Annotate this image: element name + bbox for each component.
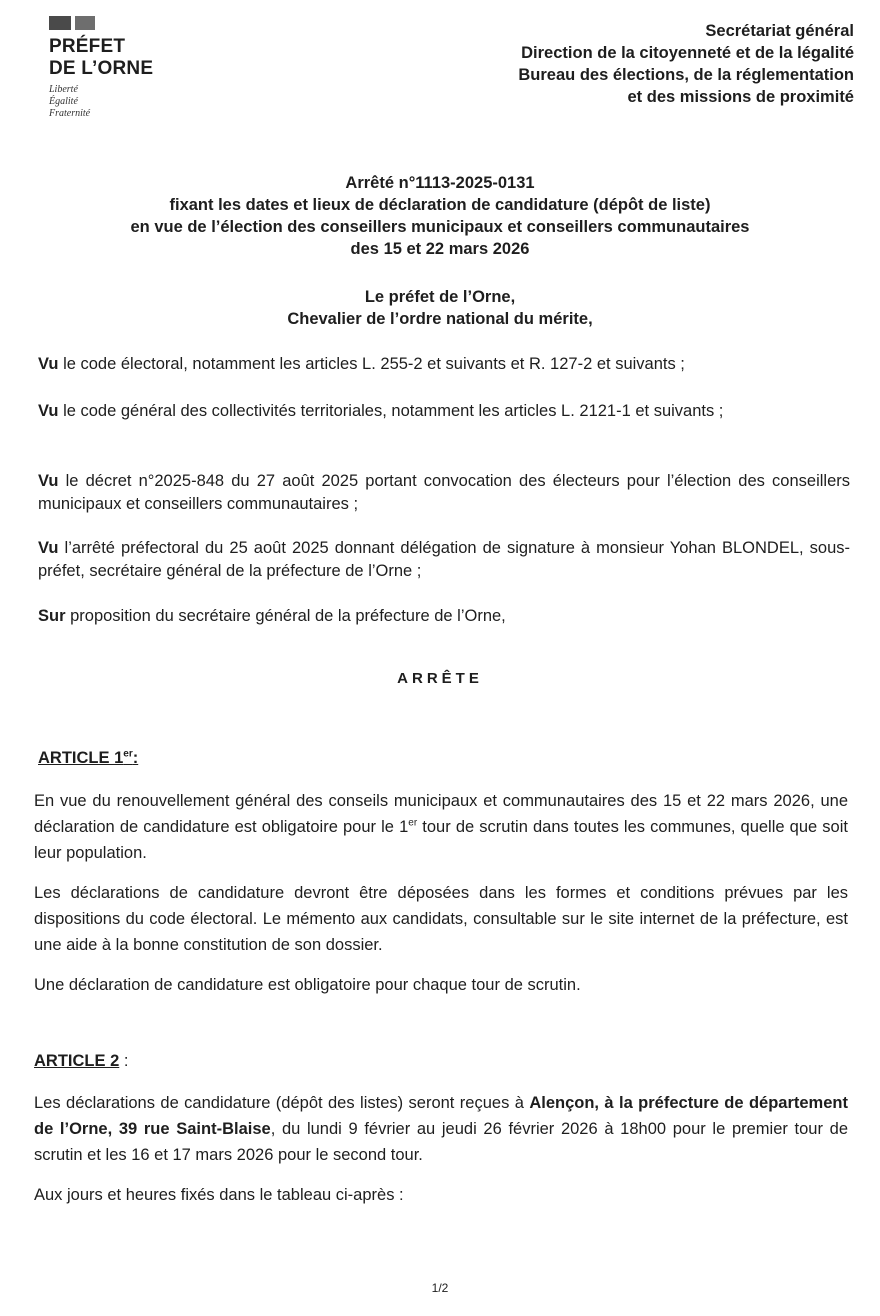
visa-lead: Vu (38, 355, 59, 373)
visa-lead: Vu (38, 472, 59, 490)
visa-text: proposition du secrétaire général de la préfecture de l’Orne, (65, 607, 506, 625)
arrete-heading: ARRÊTE (397, 670, 483, 687)
page-number: 1/2 (431, 1281, 449, 1295)
text: , du lundi 9 février au jeudi 26 février 2026 à 18h00 pour le premier tour de scrutin et les 16 et 17 mars 2026 pour le second tour. (34, 1120, 848, 1164)
prefecture-logo (49, 16, 153, 120)
text: tour de scrutin dans toutes les communes, quelle que soit leur population. (34, 818, 848, 862)
decree-subject-line: des 15 et 22 mars 2026 (350, 240, 530, 258)
issuing-service (518, 20, 854, 108)
superscript: er (408, 817, 418, 829)
article-1-paragraph: Une déclaration de candidature est obligatoire pour chaque tour de scrutin. (34, 976, 581, 994)
article-1-paragraph (34, 788, 848, 866)
visa-paragraph (38, 353, 850, 376)
visa-text: le décret n°2025-848 du 27 août 2025 portant convocation des électeurs pour l’élection des conseillers municipaux et conseillers communautaires ; (38, 472, 850, 513)
article-heading-colon: : (132, 749, 139, 767)
prefet-title (0, 286, 880, 330)
decree-subject-line: fixant les dates et lieux de déclaration de candidature (dépôt de liste) (169, 196, 711, 214)
visa-text: l’arrêté préfectoral du 25 août 2025 donnant délégation de signature à monsieur Yohan BLONDEL, sous-préfet, secrétaire général de la préfecture de l’Orne ; (38, 539, 850, 580)
motto-fraternite: Fraternité (49, 108, 91, 119)
visa-paragraph (38, 537, 850, 583)
visa-paragraph (38, 470, 850, 516)
article-heading-text: ARTICLE 2 (34, 1052, 120, 1070)
motto-liberte: Liberté (49, 84, 78, 95)
visa-paragraph (38, 605, 850, 628)
text: En vue du renouvellement général des conseils municipaux et communautaires des 15 et 22 mars 2026, une déclaration de candidature est obligatoire pour le 1 (34, 792, 848, 836)
article-1-heading (38, 749, 138, 768)
article-2-paragraph: Aux jours et heures fixés dans le tableau ci-après : (34, 1186, 404, 1204)
service-line: Bureau des élections, de la réglementation (518, 66, 854, 84)
service-line: Secrétariat général (705, 22, 854, 40)
logo-title-line2: DE L’ORNE (49, 58, 154, 79)
deposit-location: Alençon, à la préfecture de département de l’Orne, 39 rue Saint-Blaise (34, 1094, 848, 1138)
visa-text: le code électoral, notamment les articles L. 255-2 et suivants et R. 127-2 et suivants ; (58, 355, 685, 373)
logo-motto (49, 84, 153, 120)
article-2-paragraph (34, 1090, 848, 1168)
visa-text: le code général des collectivités territoriales, notamment les articles L. 2121-1 et suivants ; (58, 402, 724, 420)
prefet-line: Chevalier de l’ordre national du mérite, (287, 310, 593, 328)
service-line: et des missions de proximité (627, 88, 854, 106)
service-line: Direction de la citoyenneté et de la légalité (521, 44, 854, 62)
article-1-paragraph: Les déclarations de candidature devront être déposées dans les formes et conditions prévues par les dispositions du code électoral. Le mémento aux candidats, consultable sur le site internet de la préfecture, est une aide à la bonne constitution de son dossier. (34, 884, 848, 954)
article-heading-text: ARTICLE 1 (38, 749, 124, 767)
logo-title-line1: PRÉFET (49, 36, 126, 57)
decree-subject-line: en vue de l’élection des conseillers municipaux et conseillers communautaires (130, 218, 750, 236)
decree-title (0, 172, 880, 260)
article-heading-sup: er (123, 748, 133, 760)
visa-paragraph (38, 400, 850, 423)
marianne-emblem-icon (49, 16, 153, 30)
visa-lead: Sur (38, 607, 66, 625)
article-heading-colon: : (119, 1052, 129, 1070)
article-2-heading (34, 1052, 128, 1071)
text: Les déclarations de candidature (dépôt des listes) seront reçues à (34, 1094, 530, 1112)
decree-number: Arrêté n°1113-2025-0131 (345, 174, 535, 192)
visa-lead: Vu (38, 539, 59, 557)
visa-lead: Vu (38, 402, 59, 420)
prefet-line: Le préfet de l’Orne, (364, 288, 516, 306)
motto-egalite: Égalité (49, 96, 78, 107)
